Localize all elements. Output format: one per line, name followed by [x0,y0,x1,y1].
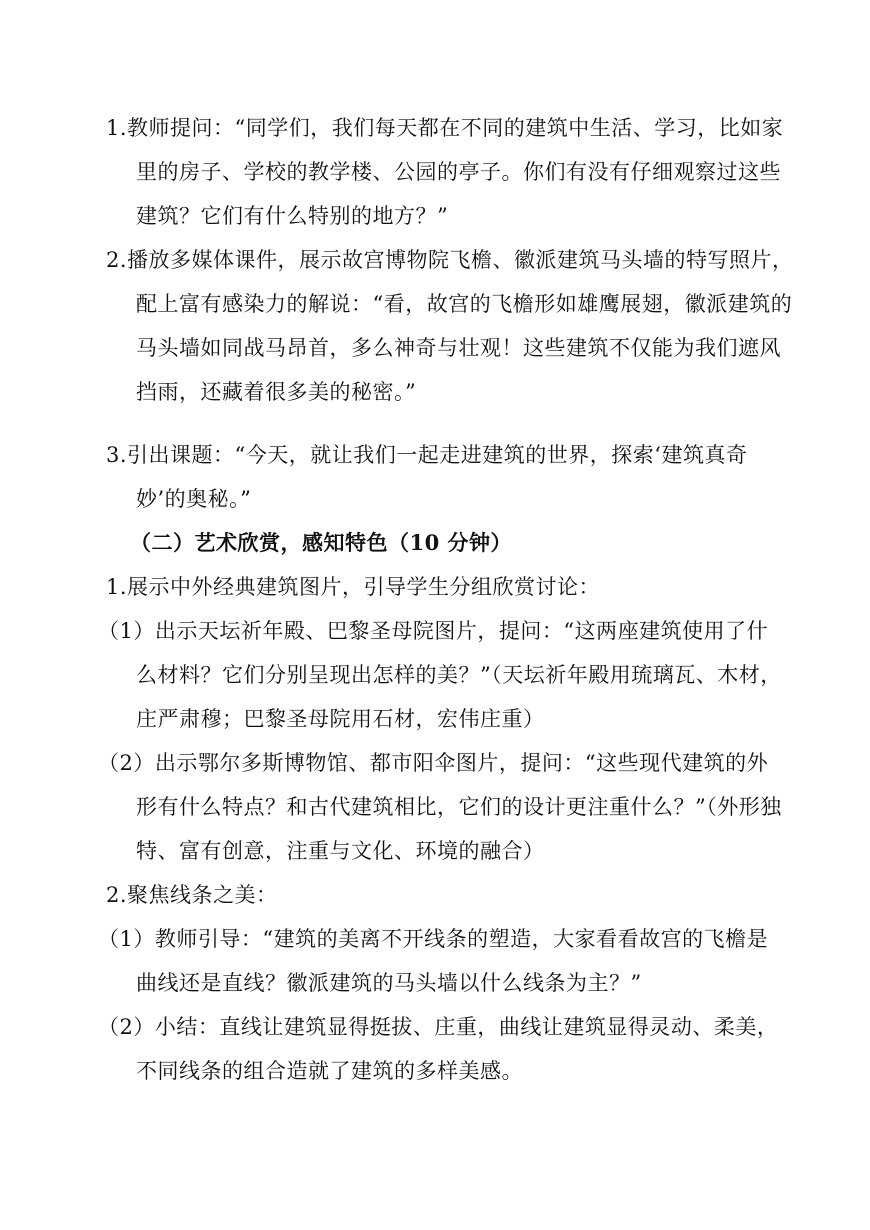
section-heading: （二）艺术欣赏，感知特色（10 分钟） [130,530,513,555]
paragraph-topic-intro: 3.引出课题：“今天，就让我们一起走进建筑的世界，探索‘建筑真奇妙’的奥秘。” [106,443,748,511]
paragraph-sub-4: （2）小结：直线让建筑显得挺拔、庄重，曲线让建筑显得灵动、柔美，不同线条的组合造就了建筑的多样美感。 [98,1015,779,1083]
paragraph-show-pictures: 1.展示中外经典建筑图片，引导学生分组欣赏讨论： [106,575,601,599]
paragraph-focus-lines: 2.聚焦线条之美： [106,883,278,907]
paragraph-sub-2: （2）出示鄂尔多斯博物馆、都市阳伞图片，提问：“这些现代建筑的外形有什么特点？和古代建筑相比，它们的设计更注重什么？”（外形独特、富有创意，注重与文化、环境的融合） [98,751,782,863]
paragraph-sub-1: （1）出示天坛祈年殿、巴黎圣母院图片，提问：“这两座建筑使用了什么材料？它们分别呈现出怎样的美？”（天坛祈年殿用琉璃瓦、木材，庄严肃穆；巴黎圣母院用石材，宏伟庄重） [98,619,782,731]
paragraph-teacher-question: 1.教师提问：“同学们，我们每天都在不同的建筑中生活、学习，比如家里的房子、学校的教学楼、公园的亭子。你们有没有仔细观察过这些建筑？它们有什么特别的地方？” [106,116,784,228]
paragraph-multimedia: 2.播放多媒体课件，展示故宫博物院飞檐、徽派建筑马头墙的特写照片，配上富有感染力的解说：“看，故宫的飞檐形如雄鹰展翅，徽派建筑的马头墙如同战马昂首，多么神奇与壮观！这些建筑不仅能为我们遮风挡雨，还藏着很多美的秘密。” [106,248,794,404]
paragraph-sub-3: （1）教师引导：“建筑的美离不开线条的塑造，大家看看故宫的飞檐是曲线还是直线？徽派建筑的马头墙以什么线条为主？” [98,927,769,995]
